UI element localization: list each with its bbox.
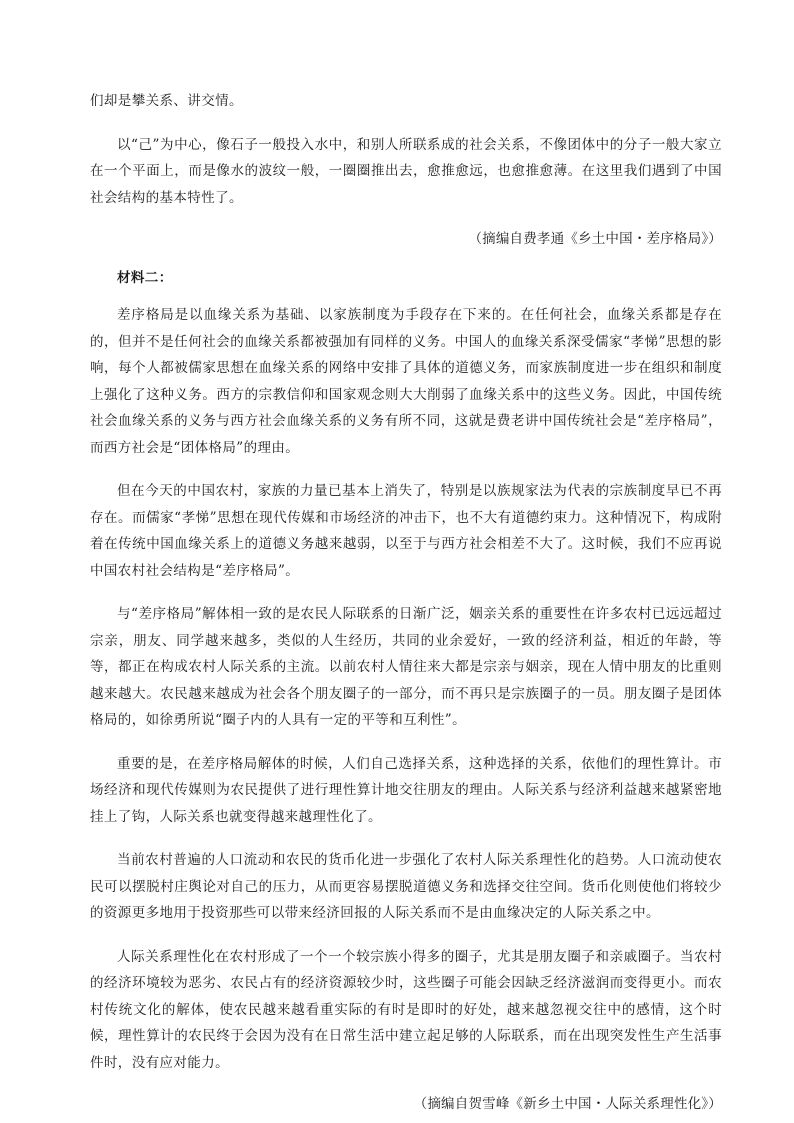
material2-heading: 材料二： <box>117 269 173 286</box>
material1-paragraph: 以“己”为中心，像石子一般投入水中，和别人所联系成的社会关系，不像团体中的分子一般大家立在一个平面上，而是像水的波纹一般，一圈圈推出去，愈推愈远，也愈推愈薄。在这里我们遇到了中国社会结构的基本特性了。 <box>90 136 722 206</box>
continuation-line: 们却是攀关系、讲交情。 <box>90 93 243 109</box>
material2-paragraph-6: 人际关系理性化在农村形成了一个一个较宗族小得多的圈子，尤其是朋友圈子和亲戚圈子。当农村的经济环境较为恶劣、农民占有的经济资源较少时，这些圈子可能会因缺乏经济滋润而变得更小。而农村传统文化的解体，使农民越来越看重实际的有时是即时的好处，越来越忽视交往中的感情，这个时候，理性算计的农民终于会因为没有在日常生活中建立起足够的人际联系，而在出现突发性生产生活事件时，没有应对能力。 <box>90 948 722 1071</box>
material2-paragraph-2: 但在今天的中国农村，家族的力量已基本上消失了，特别是以族规家法为代表的宗族制度早已不再存在。而儒家“孝悌”思想在现代传媒和市场经济的冲击下，也不大有道德约束力。这种情况下，构成附着在传统中国血缘关系上的道德义务越来越弱，以至于与西方社会相差不大了。这时候，我们不应再说中国农村社会结构是“差序格局”。 <box>90 483 722 579</box>
material2-paragraph-4: 重要的是，在差序格局解体的时候，人们自己选择关系，这种选择的关系，依他们的理性算计。市场经济和现代传媒则为农民提供了进行理性算计地交往朋友的理由。人际关系与经济利益越来越紧密地挂上了钩，人际关系也就变得越来越理性化了。 <box>90 755 722 825</box>
material1-source: （摘编自费孝通《乡土中国・差序格局》） <box>468 231 722 247</box>
material2-paragraph-3: 与“差序格局”解体相一致的是农民人际联系的日渐广泛，姻亲关系的重要性在许多农村已远远超过宗亲，朋友、同学越来越多，类似的人生经历，共同的业余爱好，一致的经济利益，相近的年龄，等等，都正在构成农村人际关系的主流。以前农村人情往来大都是宗亲与姻亲，现在人情中朋友的比重则越来越大。农民越来越成为社会各个朋友圈子的一部分，而不再只是宗族圈子的一员。朋友圈子是团体格局的，如徐勇所说“圈子内的人具有一定的平等和互利性”。 <box>90 606 722 728</box>
material2-source: （摘编自贺雪峰《新乡土中国・人际关系理性化》） <box>413 1096 722 1112</box>
material2-paragraph-1: 差序格局是以血缘关系为基础、以家族制度为手段存在下来的。在任何社会，血缘关系都是存在的，但并不是任何社会的血缘关系都被强加有同样的义务。中国人的血缘关系深受儒家“孝悌”思想的影响，每个人都被儒家思想在血缘关系的网络中安排了具体的道德义务，而家族制度进一步在组织和制度上强化了这种义务。西方的宗教信仰和国家观念则大大削弱了血缘关系中的这些义务。因此，中国传统社会血缘关系的义务与西方社会血缘关系的义务有所不同，这就是费老讲中国传统社会是“差序格局”，而西方社会是“团体格局”的理由。 <box>90 307 722 456</box>
material2-paragraph-5: 当前农村普遍的人口流动和农民的货币化进一步强化了农村人际关系理性化的趋势。人口流动使农民可以摆脱村庄舆论对自己的压力，从而更容易摆脱道德义务和选择交往空间。货币化则使他们将较少的资源更多地用于投资那些可以带来经济回报的人际关系而不是由血缘决定的人际关系之中。 <box>90 852 722 921</box>
